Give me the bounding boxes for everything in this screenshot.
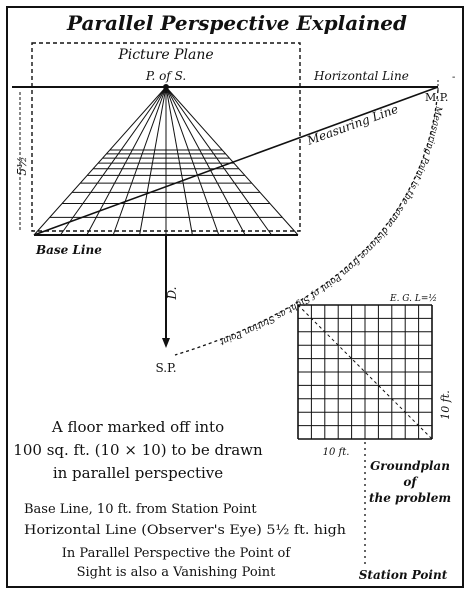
perspective-floor-grid (34, 87, 298, 235)
base-line-note: Base Line, 10 ft. from Station Point (24, 502, 257, 517)
floor-radial-line (166, 87, 219, 235)
floor-radial-line (140, 87, 166, 235)
horizon-note: Horizontal Line (Observer's Eye) 5½ ft. high (24, 523, 347, 538)
floor-text-line-1: A floor marked off into (51, 418, 225, 436)
measuring-line-label: Measuring Line (305, 101, 401, 148)
horizon-tick: - (452, 72, 456, 83)
height-dimension-label: 5½ (15, 156, 29, 176)
psight-text-line-2: Sight is also a Vanishing Point (76, 565, 276, 580)
diagram-title: Parallel Perspective Explained (66, 11, 408, 35)
floor-radial-line (34, 87, 166, 235)
base-line-label: Base Line (36, 243, 102, 257)
picture-plane-label: Picture Plane (118, 47, 214, 63)
distance-arrow (162, 338, 170, 348)
eg-label: E. G. L=½ (390, 294, 438, 304)
floor-radial-line (166, 87, 272, 235)
measuring-point-label: M.P. (425, 91, 449, 104)
groundplan-label-1: Groundplan (370, 459, 450, 473)
ten-ft-bottom-label: 10 ft. (322, 447, 350, 458)
floor-radial-line (166, 87, 192, 235)
horizontal-line-label: Horizontal Line (314, 69, 409, 83)
floor-text-line-3: in parallel perspective (52, 464, 224, 482)
floor-radial-line (166, 87, 298, 235)
groundplan-grid (298, 305, 432, 439)
measuring-point-note: Measuring Point is the same distance from Point of Sight as Station Point (218, 105, 444, 347)
groundplan-label-2: of (403, 475, 417, 489)
station-point-label-bottom: Station Point (358, 568, 448, 582)
floor-radial-line (166, 87, 245, 235)
floor-radial-line (87, 87, 166, 235)
groundplan-label-3: the problem (368, 491, 452, 505)
floor-radial-line (60, 87, 166, 235)
station-point-label-top: S.P. (155, 361, 177, 375)
ten-ft-side-label: 10 ft. (439, 390, 452, 420)
psight-text-line-1: In Parallel Perspective the Point of (61, 546, 291, 561)
floor-radial-line (113, 87, 166, 235)
distance-label: D. (165, 286, 179, 300)
floor-text-line-2: 100 sq. ft. (10 × 10) to be drawn (13, 441, 263, 459)
point-of-sight-label: P. of S. (145, 69, 187, 83)
